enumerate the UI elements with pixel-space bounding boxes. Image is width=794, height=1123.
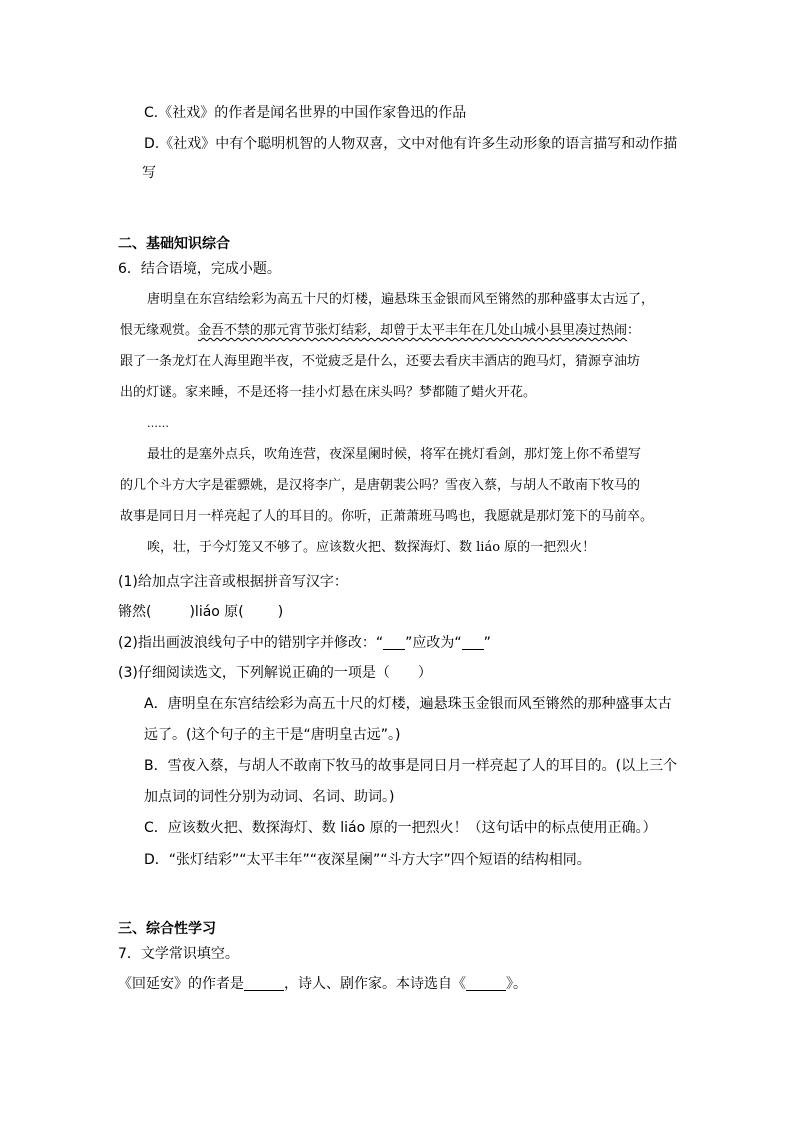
passage-p3: 唉，壮，于今灯笼又不够了。应该数火把、数探海灯、数 liáo 原的一把烈火！	[147, 540, 596, 555]
sub1-prompt: (1)给加点字注音或根据拼音写汉字：	[118, 574, 348, 590]
sub2-blank-1[interactable]	[383, 634, 405, 650]
passage-p2-line3: 故事是同日月一样亮起了人的耳目的。你听，正萧萧班马鸣也，我愿就是那灯笼下的马前卒。	[120, 509, 654, 524]
option-d-line1: D.《社戏》中有个聪明机智的人物双喜，文中对他有许多生动形象的语言描写和动作描	[144, 136, 678, 152]
passage-p1-line2-start: 恨无缘观赏。	[120, 323, 199, 338]
sub2-middle: ”应改为“	[405, 635, 462, 651]
sub3-option-c: C．应该数火把、数探海灯、数 liáo 原的一把烈火！（这句话中的标点使用正确。）	[144, 820, 657, 836]
sub1-item-a: 锵然(	[118, 604, 152, 620]
fill-prefix: 《回延安》的作者是	[118, 976, 244, 992]
author-blank[interactable]	[244, 975, 284, 991]
sub3-option-a-line2: 远了。(这个句子的主干是“唐明皇古远”。)	[144, 727, 401, 743]
question-7-prompt: 7．文学常识填空。	[118, 946, 239, 962]
passage-ellipsis: ……	[147, 417, 169, 430]
sub3-option-d: D．“张灯结彩”“太平丰年”“夜深星阑”“斗方大字”四个短语的结构相同。	[144, 852, 591, 868]
section-heading-2: 二、基础知识综合	[118, 236, 230, 252]
passage-p1-line2	[120, 321, 640, 341]
sub1-item-b: )liáo 原(	[189, 604, 244, 620]
sub3-prompt: (3)仔细阅读选文，下列解说正确的一项是（ ）	[118, 665, 432, 681]
sub3-option-a-line1: A．唐明皇在东宫结绘彩为高五十尺的灯楼，遍悬珠玉金银而风至锵然的那种盛事太古	[144, 696, 672, 712]
source-blank[interactable]	[466, 975, 506, 991]
fill-middle: ，诗人、剧作家。本诗选自《	[284, 976, 466, 992]
sub2-prompt	[118, 633, 491, 653]
passage-p1-line3: 跟了一条龙灯在人海里跑半夜，不觉疲乏是什么，还要去看庆丰酒店的跑马灯，猜源亨油坊	[120, 354, 641, 369]
wavy-underlined-sentence: 金吾不禁的那元宵节张灯结彩，却曾于太平丰年在几处山城小县里凑过热闹	[198, 323, 628, 338]
passage-p1-line4: 出的灯谜。家来睡，不是还将一挂小灯悬在床头吗？梦都随了蜡火开花。	[120, 385, 537, 400]
question-6-prompt: 6．结合语境，完成小题。	[118, 261, 281, 277]
passage-p2-line2: 的几个斗方大字是霍骠姚，是汉将李广，是唐朝裴公吗？雪夜入蔡，与胡人不敢南下牧马的	[120, 478, 641, 493]
question-7-fill	[118, 974, 527, 994]
sub2-blank-2[interactable]	[462, 634, 484, 650]
option-c: C.《社戏》的作者是闻名世界的中国作家鲁迅的作品	[144, 105, 467, 121]
sub2-suffix: ”	[483, 635, 491, 651]
sub1-item-c: )	[277, 604, 284, 620]
sub3-option-b-line2: 加点词的词性分别为动词、名词、助词。)	[144, 789, 395, 805]
passage-p2-line1: 最壮的是塞外点兵，吹角连营，夜深星阑时候，将军在挑灯看剑，那灯笼上你不希望写	[147, 447, 642, 462]
sub3-option-b-line1: B．雪夜入蔡，与胡人不敢南下牧马的故事是同日月一样亮起了人的耳目的。(以上三个	[144, 758, 678, 774]
option-d-line2: 写	[142, 165, 156, 181]
passage-p1-line1: 唐明皇在东宫结绘彩为高五十尺的灯楼，遍悬珠玉金银而风至锵然的那种盛事太古远了，	[147, 292, 655, 307]
sub2-prefix: (2)指出画波浪线句子中的错别字并修改：“	[118, 635, 384, 651]
sub1-items	[118, 602, 283, 622]
section-heading-3: 三、综合性学习	[118, 921, 216, 937]
passage-p1-line2-end: ：	[627, 323, 641, 338]
fill-suffix: 》。	[506, 976, 527, 992]
